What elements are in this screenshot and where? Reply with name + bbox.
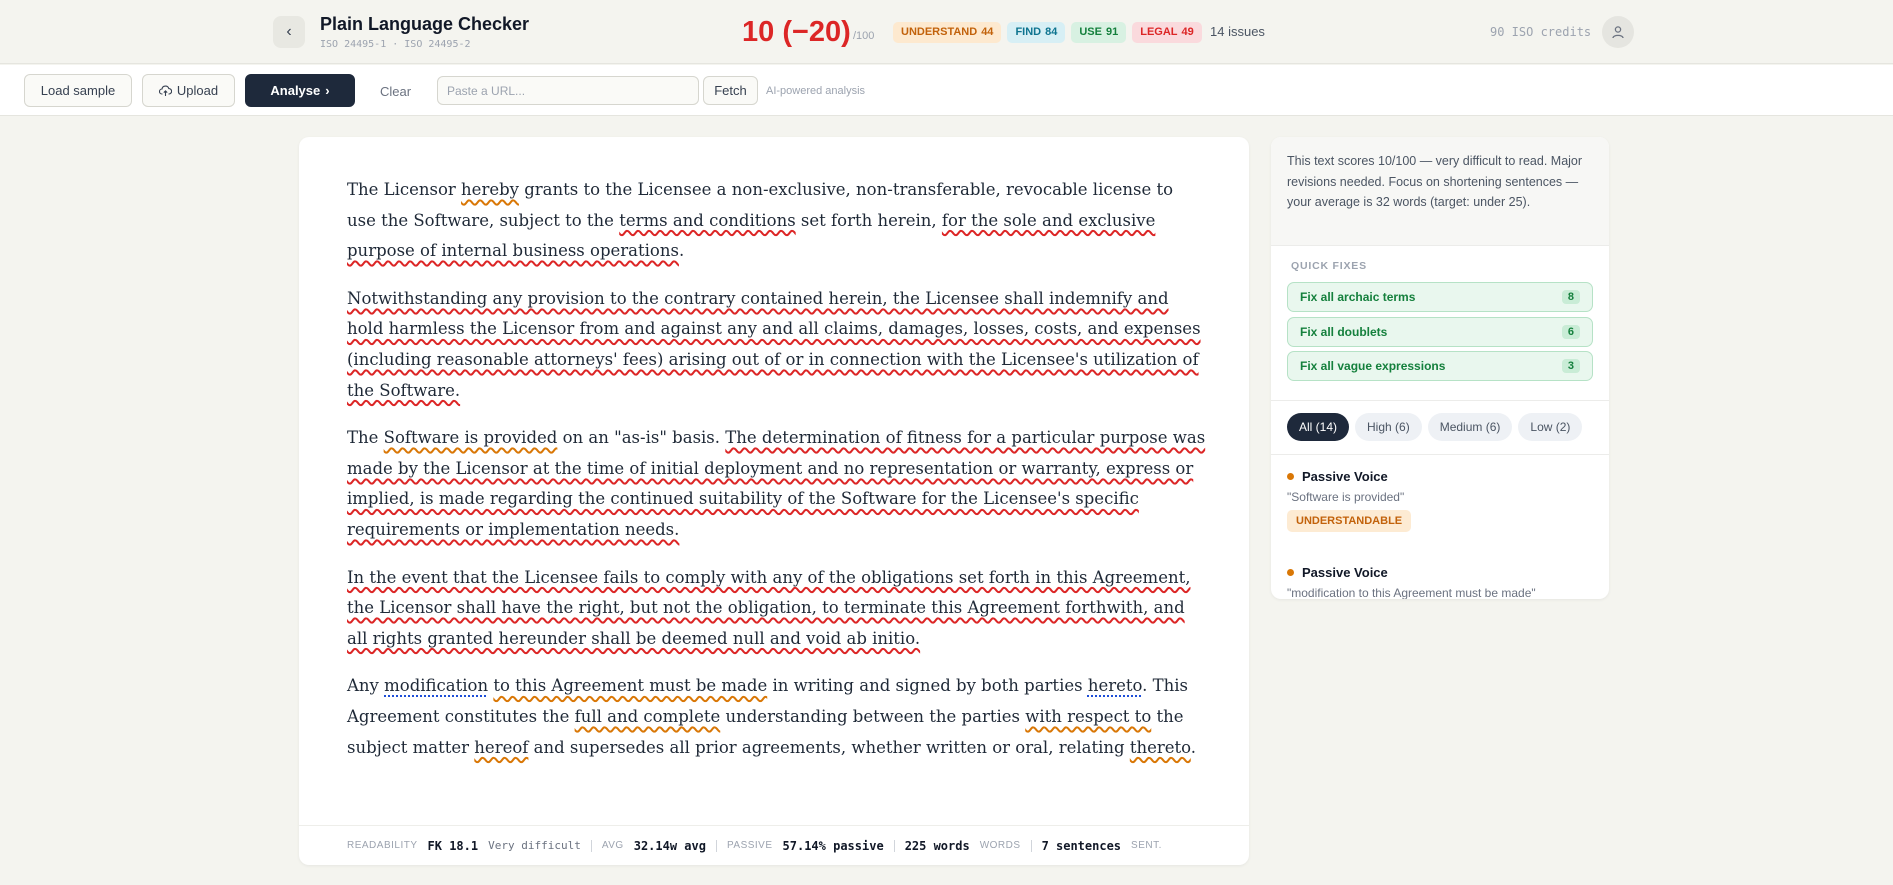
filter-medium[interactable]: Medium (6)	[1428, 413, 1513, 441]
document-card	[299, 137, 1249, 865]
clear-button[interactable]: Clear	[380, 84, 412, 99]
readability-label: READABILITY	[347, 840, 418, 851]
text-run: .	[678, 241, 685, 261]
issue-quote: "Software is provided"	[1287, 490, 1405, 504]
flagged-phrase[interactable]: full and complete	[574, 706, 721, 726]
flagged-phrase[interactable]: The determination of fitness for a particular purpose was made by the Licensor at the time of initial deployment and no representation or warranty, express or implied, is made regarding the continued suitability of the Software for the Licensee's specific requirements or implementation needs.	[347, 428, 1206, 539]
flagged-phrase[interactable]: to this Agreement must be made	[493, 676, 768, 696]
words-label: WORDS	[979, 840, 1021, 851]
text-run: in writing and signed by both parties	[767, 676, 1088, 696]
filter-all[interactable]: All (14)	[1287, 413, 1349, 441]
fk-value: FK 18.1	[427, 838, 479, 853]
issues-count: 14 issues	[1210, 24, 1265, 39]
document-paragraph	[347, 671, 1207, 763]
passive-label: PASSIVE	[726, 840, 773, 851]
chevron-right-icon: ›	[325, 83, 330, 98]
flagged-phrase[interactable]: thereto	[1129, 737, 1191, 757]
analysis-panel	[1271, 137, 1609, 599]
score-max: /100	[853, 30, 875, 42]
fk-description: Very difficult	[488, 839, 581, 852]
issue-quote: "modification to this Agreement must be made"	[1287, 586, 1536, 599]
sentences-value: 7 sentences	[1041, 838, 1122, 853]
text-run: understanding between the parties	[720, 706, 1026, 726]
words-value: 225 words	[904, 838, 970, 853]
issue-category-tag: UNDERSTANDABLE	[1287, 510, 1411, 532]
severity-dot	[1287, 473, 1294, 480]
text-run: Any	[347, 676, 385, 696]
badge-legal: LEGAL 49	[1132, 22, 1202, 43]
flagged-phrase[interactable]: hereof	[474, 737, 529, 757]
score-summary: This text scores 10/100 — very difficult to read. Major revisions needed. Focus on shortening sentences — your average is 32 words (target: under 25).	[1271, 137, 1609, 246]
cloud-upload-icon	[159, 85, 172, 97]
app-subtitle: ISO 24495-1 · ISO 24495-2	[320, 39, 471, 50]
app-title: Plain Language Checker	[320, 14, 530, 34]
sentences-label: SENT.	[1131, 840, 1162, 851]
avatar[interactable]	[1602, 16, 1634, 48]
text-run: set forth herein,	[795, 210, 942, 230]
quick-fixes-title: QUICK FIXES	[1291, 260, 1367, 272]
filter-low[interactable]: Low (2)	[1518, 413, 1582, 441]
user-icon	[1611, 25, 1625, 39]
analyse-button[interactable]: Analyse ›	[245, 74, 355, 107]
upload-button[interactable]: Upload	[142, 74, 235, 107]
document-paragraph	[347, 284, 1207, 406]
badge-find: FIND 84	[1007, 22, 1065, 43]
ai-note: AI-powered analysis	[766, 85, 866, 97]
app-header	[0, 0, 1893, 64]
fetch-button[interactable]: Fetch	[703, 76, 758, 105]
flagged-phrase[interactable]: with respect to	[1025, 706, 1152, 726]
issue-item[interactable]	[1287, 469, 1593, 532]
text-run: the subject matter	[347, 706, 1184, 757]
flagged-phrase[interactable]: modification	[384, 676, 489, 696]
flagged-phrase[interactable]: Notwithstanding any provision to the contrary contained herein, the Licensee shall indemnify and hold harmless the Licensor from and against any and all claims, damages, losses, costs, and expenses (including reasonable attorneys' fees) arising out of or in connection with the Licensee's utilization of the Software.	[347, 288, 1201, 400]
divider	[1031, 840, 1032, 852]
fix-archaic-terms-button[interactable]: Fix all archaic terms 8	[1287, 282, 1593, 312]
credits-label: 90 ISO credits	[1490, 25, 1592, 39]
filter-high[interactable]: High (6)	[1355, 413, 1422, 441]
flagged-phrase[interactable]: Software is provided	[383, 428, 558, 448]
badge-understand: UNDERSTAND 44	[893, 22, 1001, 43]
passive-value: 57.14% passive	[782, 838, 884, 853]
divider	[716, 840, 717, 852]
toolbar	[0, 65, 1893, 116]
flagged-phrase[interactable]: for the sole and exclusive purpose of internal business operations	[347, 210, 1156, 261]
document-paragraph	[347, 563, 1207, 655]
category-badges	[893, 22, 1202, 43]
issue-title: Passive Voice	[1302, 565, 1388, 580]
stats-bar	[299, 825, 1249, 865]
text-run: The Licensor	[347, 180, 462, 199]
url-input[interactable]	[437, 76, 699, 105]
document-paragraph	[347, 175, 1207, 267]
severity-filters	[1287, 413, 1582, 441]
text-run: on an "as-is" basis.	[557, 428, 726, 448]
divider	[1271, 454, 1609, 455]
flagged-phrase[interactable]: In the event that the Licensee fails to comply with any of the obligations set forth in this Agreement, the Licensor shall have the right, but not the obligation, to terminate this Agreement forthwith, and all rights granted hereunder shall be deemed null and void ab initio.	[347, 567, 1191, 648]
text-run: and supersedes all prior agreements, whether written or oral, relating	[528, 737, 1130, 757]
avg-value: 32.14w avg	[633, 838, 706, 853]
severity-dot	[1287, 569, 1294, 576]
badge-use: USE 91	[1071, 22, 1126, 43]
text-run: grants to the Licensee a non-exclusive, non-transferable, revocable license to use the Software, subject to the	[347, 180, 1174, 230]
flagged-phrase[interactable]: terms and conditions	[619, 210, 796, 230]
chevron-left-icon: ‹	[286, 23, 292, 40]
text-run: . This Agreement constitutes the	[347, 676, 1189, 726]
divider	[894, 840, 895, 852]
fix-vague-expressions-button[interactable]: Fix all vague expressions 3	[1287, 351, 1593, 381]
load-sample-button[interactable]: Load sample	[24, 74, 132, 107]
text-run: .	[1190, 737, 1197, 757]
issue-title: Passive Voice	[1302, 469, 1388, 484]
divider	[1271, 400, 1609, 401]
flagged-phrase[interactable]: hereto	[1087, 676, 1143, 696]
issue-item[interactable]	[1287, 565, 1593, 599]
divider	[591, 840, 592, 852]
back-button[interactable]	[273, 16, 305, 48]
text-run: The	[347, 428, 384, 448]
score-value: 10 (−20)	[742, 16, 851, 48]
document-text[interactable]	[347, 175, 1207, 780]
avg-label: AVG	[601, 840, 624, 851]
fix-doublets-button[interactable]: Fix all doublets 6	[1287, 317, 1593, 347]
flagged-phrase[interactable]: hereby	[461, 180, 519, 199]
document-paragraph	[347, 423, 1207, 545]
